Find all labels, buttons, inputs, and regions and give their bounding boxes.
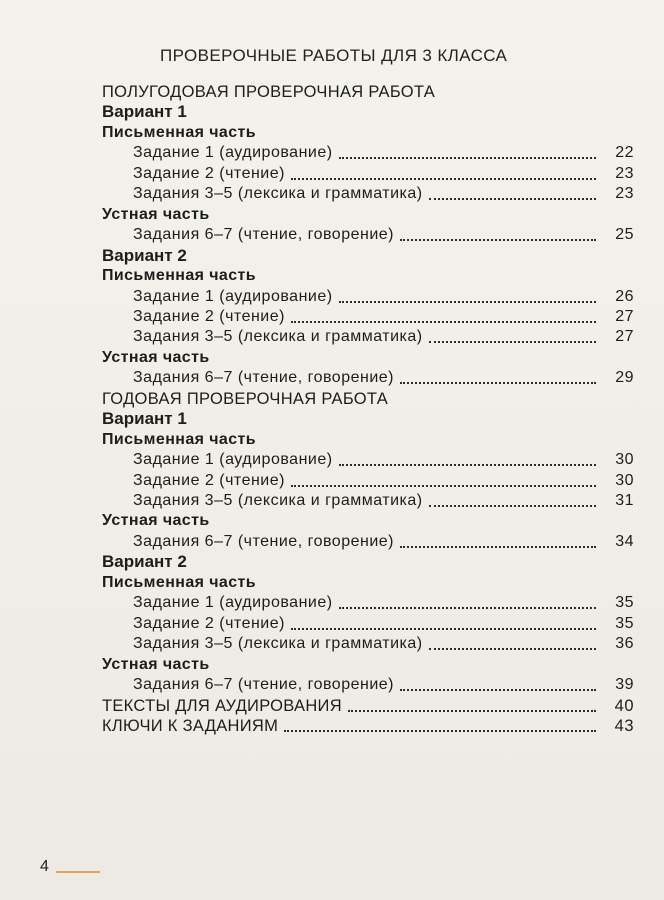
toc-entry-label: Вариант 1	[102, 409, 187, 429]
toc-entry-label: Письменная часть	[102, 430, 256, 448]
toc-entry-label: КЛЮЧИ К ЗАДАНИЯМ	[102, 716, 279, 735]
toc-entry-label: Задание 1 (аудирование)	[133, 287, 333, 305]
toc-entry-page: 39	[615, 676, 634, 694]
toc-entry-page: 35	[615, 614, 634, 632]
toc-entry-label: Задания 6–7 (чтение, говорение)	[133, 226, 394, 244]
toc-entry-label: Задания 3–5 (лексика и грамматика)	[133, 185, 423, 203]
toc-entry-page: 35	[615, 594, 634, 612]
toc-header: ПРОВЕРОЧНЫЕ РАБОТЫ ДЛЯ 3 КЛАССА	[160, 46, 508, 65]
dot-leader	[284, 714, 596, 738]
toc-entry-label: Вариант 2	[102, 245, 187, 265]
toc-entry-page: 27	[615, 328, 634, 346]
toc-entry-label: Задание 2 (чтение)	[133, 471, 285, 489]
toc-entry-page: 23	[615, 185, 634, 203]
toc-entry-page: 22	[615, 144, 634, 162]
toc-entry-page: 30	[615, 471, 634, 489]
toc-entry-label: Задания 6–7 (чтение, говорение)	[133, 532, 394, 550]
toc-entry-page: 31	[615, 492, 634, 509]
toc-entry-label: Устная часть	[102, 348, 210, 366]
toc-entry-page: 34	[615, 532, 634, 550]
toc-entry-label: Вариант 1	[102, 102, 187, 122]
toc-entry-label: Задания 3–5 (лексика и грамматика)	[133, 328, 423, 346]
toc-entry-label: Письменная часть	[102, 267, 256, 285]
toc-entry-label: Письменная часть	[102, 573, 256, 591]
toc-entry-label: Письменная часть	[102, 123, 256, 141]
toc-entry-label: ГОДОВАЯ ПРОВЕРОЧНАЯ РАБОТА	[102, 389, 389, 408]
toc-entry-label: Устная часть	[102, 655, 210, 673]
toc-entry-page: 36	[615, 635, 634, 653]
toc-entry-label: Вариант 2	[102, 552, 187, 572]
toc-entry-label: Задание 1 (аудирование)	[133, 451, 333, 469]
footer-accent-rule	[56, 871, 100, 873]
toc-entry-page: 30	[615, 451, 634, 469]
toc-entry-label: Устная часть	[102, 512, 210, 530]
toc-entry-label: Задание 1 (аудирование)	[133, 594, 333, 612]
toc-entry-label: ПОЛУГОДОВАЯ ПРОВЕРОЧНАЯ РАБОТА	[102, 83, 436, 101]
toc-entry-page: 29	[615, 369, 634, 387]
toc-entry-label: Задания 6–7 (чтение, говорение)	[133, 676, 394, 694]
toc-entry-label: Задание 2 (чтение)	[133, 307, 285, 325]
toc-entry-page: 26	[615, 287, 634, 305]
toc-entry-page: 23	[615, 164, 634, 182]
toc-entry-label: Задание 2 (чтение)	[133, 164, 285, 182]
toc-entry-32	[0, 714, 664, 738]
toc-entry-label: Задание 2 (чтение)	[133, 614, 285, 632]
toc-entry-page: 27	[615, 307, 634, 325]
toc-entry-label: Устная часть	[102, 205, 210, 223]
toc-entry-page: 40	[614, 696, 634, 715]
toc-entry-label: Задания 3–5 (лексика и грамматика)	[133, 635, 423, 653]
toc-entry-page: 25	[615, 226, 634, 244]
page-number: 4	[40, 858, 49, 875]
toc-entry-label: Задание 1 (аудирование)	[133, 144, 333, 162]
toc-entry-label: ТЕКСТЫ ДЛЯ АУДИРОВАНИЯ	[102, 696, 342, 715]
toc-entry-page: 43	[614, 716, 634, 735]
toc-entry-label: Задания 3–5 (лексика и грамматика)	[133, 492, 423, 509]
toc-entry-label: Задания 6–7 (чтение, говорение)	[133, 369, 394, 387]
